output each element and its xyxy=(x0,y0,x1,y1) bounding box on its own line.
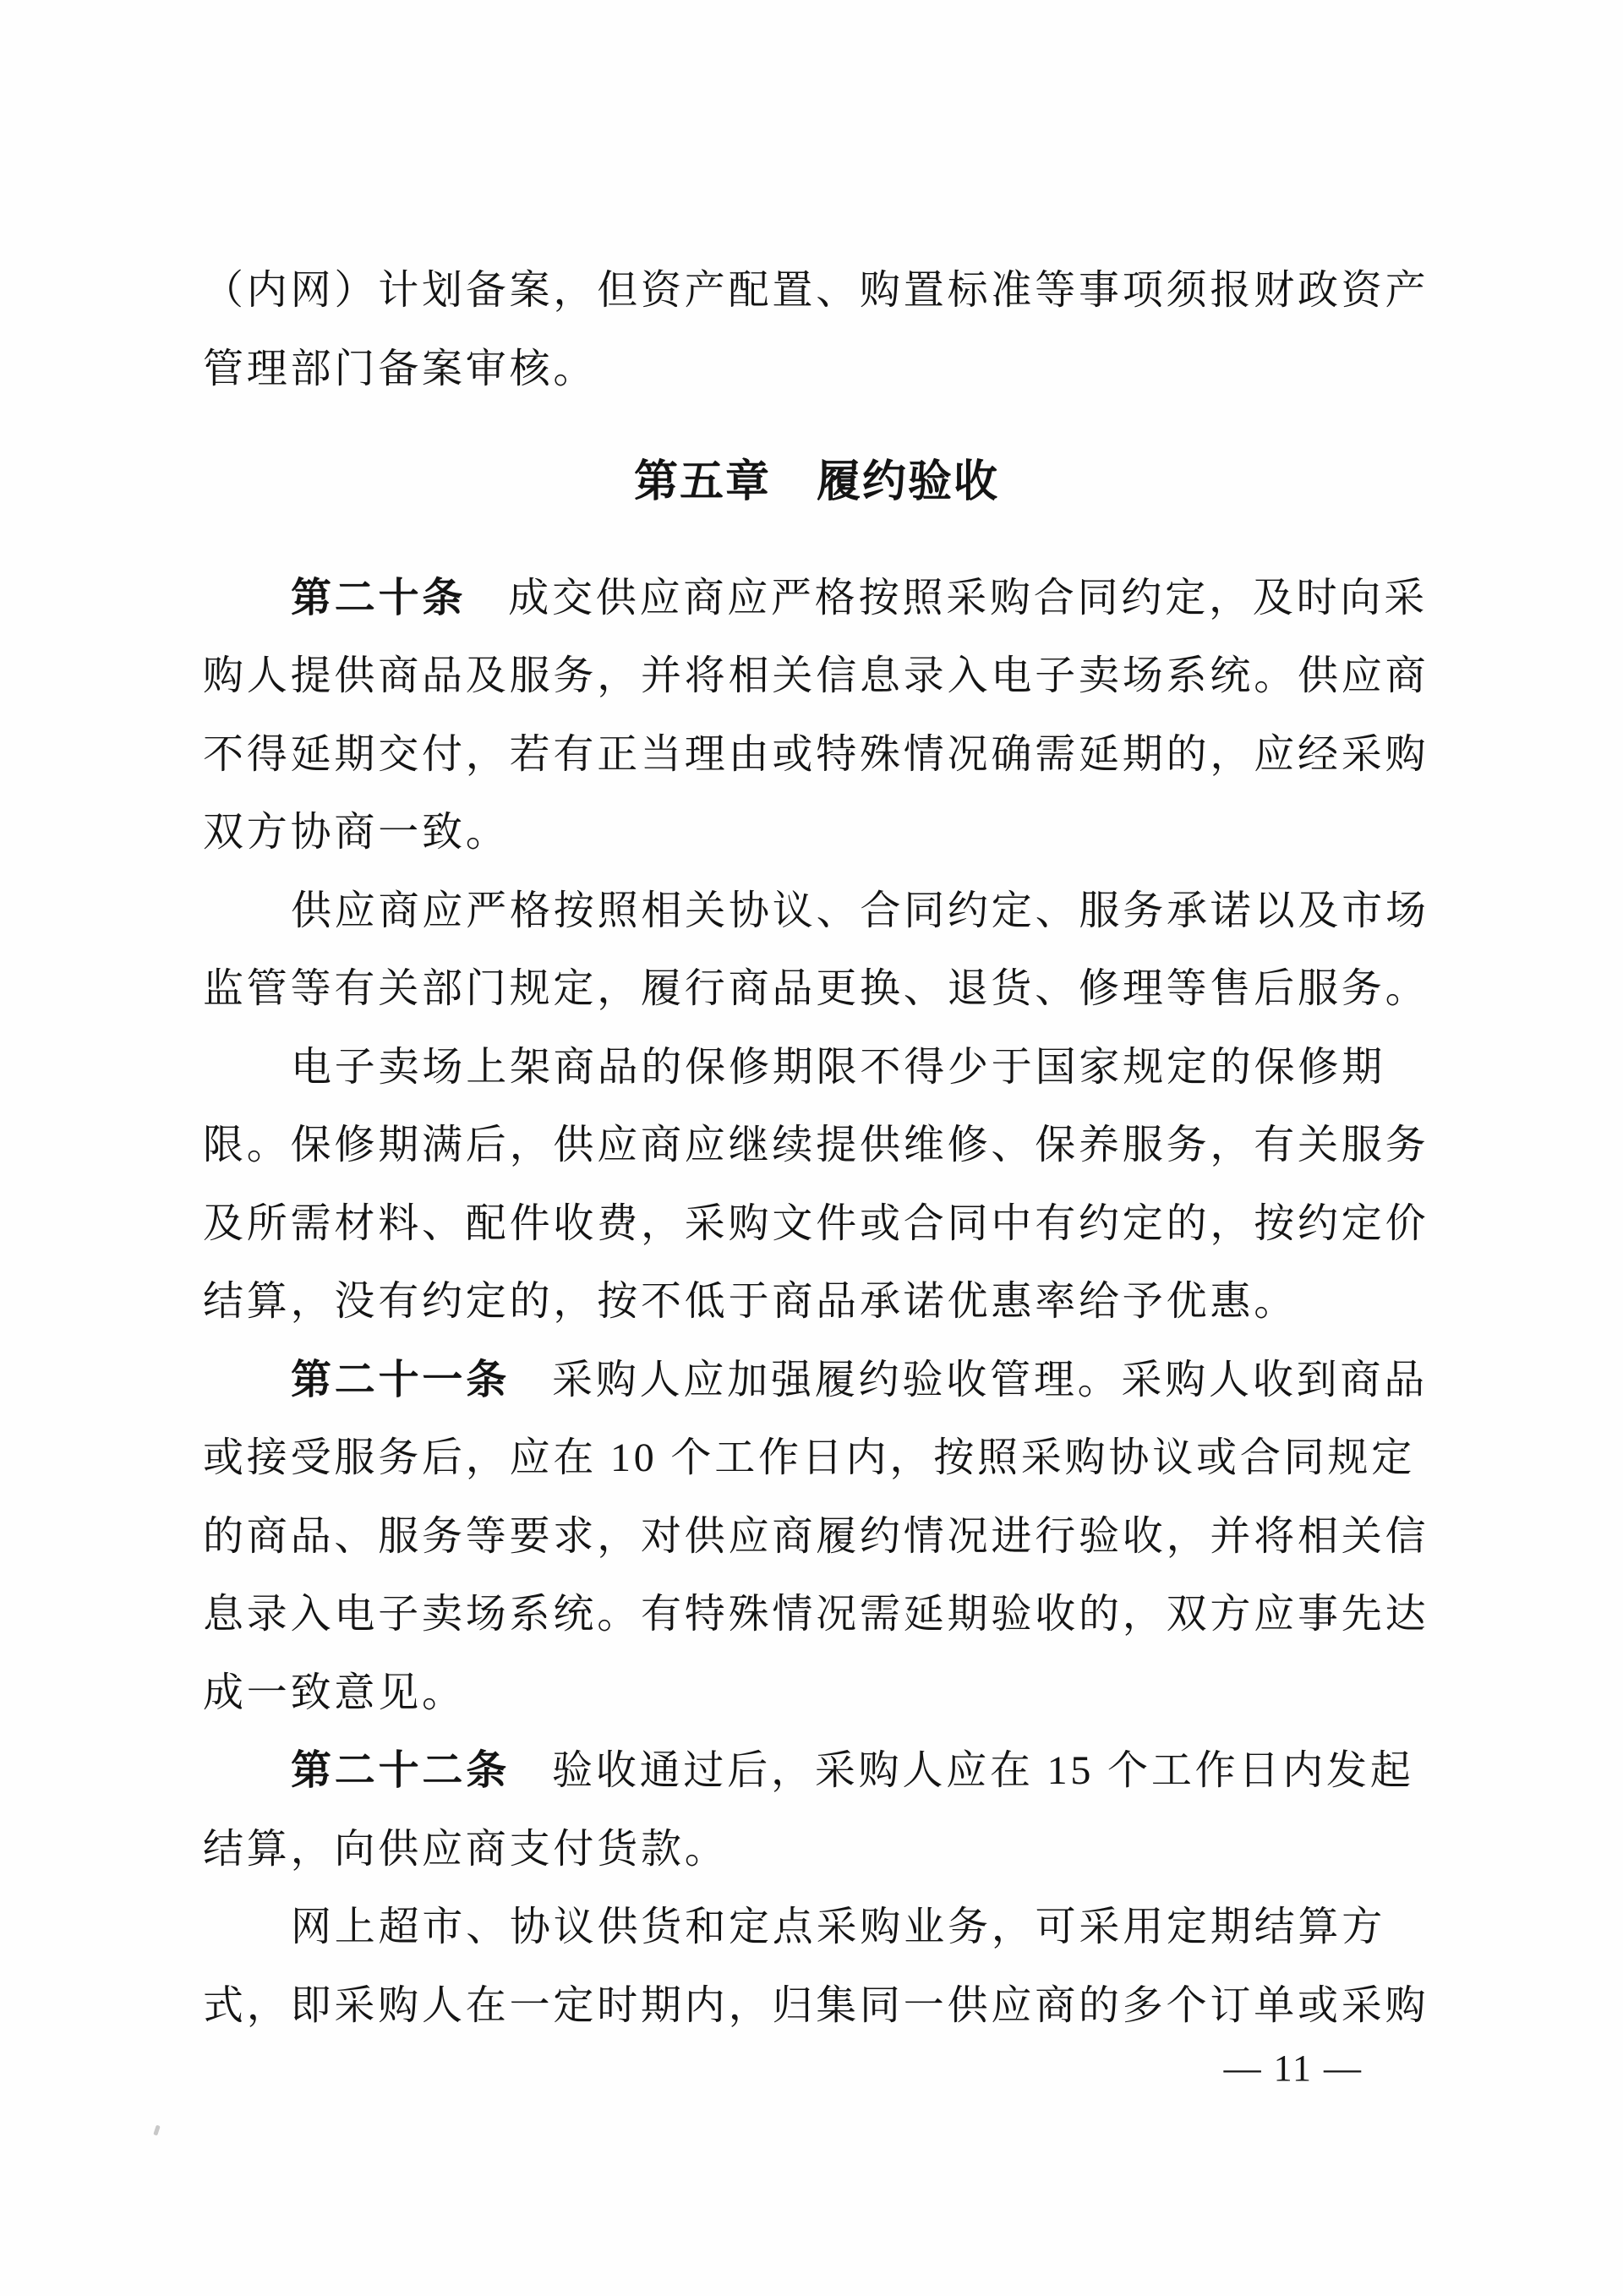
text-line: 限。保修期满后，供应商应继续提供维修、保养服务，有关服务 xyxy=(203,1123,1429,1167)
text-line: 网上超市、协议供货和定点采购业务，可采用定期结算方 xyxy=(291,1905,1386,1949)
article-first-line xyxy=(203,1732,1430,1811)
article-number: 第二十一条 xyxy=(291,1357,511,1402)
text-line: 双方协商一致。 xyxy=(203,810,510,855)
text-line: 息录入电子卖场系统。有特殊情况需延期验收的，双方应事先达 xyxy=(203,1592,1429,1637)
text-line: 结算，没有约定的，按不低于商品承诺优惠率给予优惠。 xyxy=(203,1279,1298,1324)
text-line: 式，即采购人在一定时期内，归集同一供应商的多个订单或采购 xyxy=(203,1982,1429,2028)
text-line: 管理部门备案审核。 xyxy=(203,346,598,391)
text-line: 成一致意见。 xyxy=(203,1670,466,1715)
text-line: 及所需材料、配件收费，采购文件或合同中有约定的，按约定价 xyxy=(203,1200,1429,1246)
text-line: 不得延期交付，若有正当理由或特殊情况确需延期的，应经采购 xyxy=(203,731,1429,777)
chapter-heading: 第五章 履约验收 xyxy=(633,458,999,506)
article-text: 成交供应商应严格按照采购合同约定，及时向采 xyxy=(508,575,1429,620)
article-number: 第二十二条 xyxy=(291,1748,511,1793)
text-line: 电子卖场上架商品的保修期限不得少于国家规定的保修期 xyxy=(291,1044,1386,1090)
text-line: 监管等有关部门规定，履行商品更换、退货、修理等售后服务。 xyxy=(203,966,1429,1011)
text-line: （内网）计划备案，但资产配置、购置标准等事项须报财政资产 xyxy=(203,268,1429,313)
scan-artifact xyxy=(153,2125,160,2136)
text-line: 或接受服务后，应在 10 个工作日内，按照采购协议或合同规定 xyxy=(203,1435,1416,1480)
text-line: 结算，向供应商支付货款。 xyxy=(203,1826,729,1872)
text-line: 的商品、服务等要求，对供应商履约情况进行验收，并将相关信 xyxy=(203,1513,1429,1559)
article-number: 第二十条 xyxy=(291,575,467,620)
article-text: 验收通过后，采购人应在 15 个工作日内发起 xyxy=(552,1748,1414,1793)
text-line: 供应商应严格按照相关协议、合同约定、服务承诺以及市场 xyxy=(291,888,1429,933)
page-number: — 11 — xyxy=(1223,2047,1363,2089)
document-body xyxy=(203,252,1430,2045)
article-first-line xyxy=(203,1342,1430,1420)
text-line: 购人提供商品及服务，并将相关信息录入电子卖场系统。供应商 xyxy=(203,653,1429,698)
article-text: 采购人应加强履约验收管理。采购人收到商品 xyxy=(552,1357,1429,1402)
article-first-line xyxy=(203,560,1430,638)
